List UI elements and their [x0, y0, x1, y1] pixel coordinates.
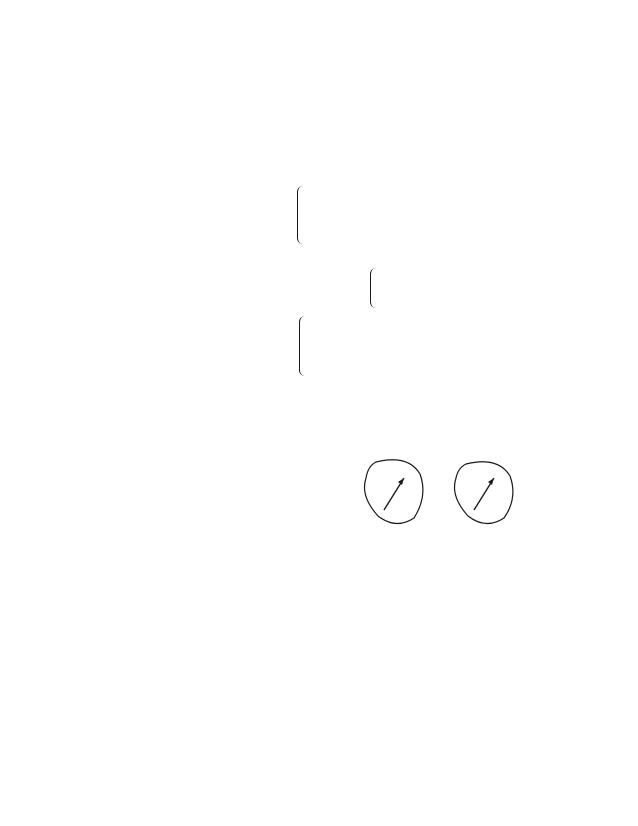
figure-drawing — [358, 456, 528, 528]
system-brace — [299, 316, 306, 376]
paragraph-line — [138, 96, 144, 111]
system-brace — [297, 186, 304, 244]
arrowhead-1 — [398, 478, 404, 485]
arrowhead-2 — [488, 478, 494, 485]
figure-2-8 — [358, 456, 528, 566]
paragraph-line — [138, 386, 216, 401]
system-brace — [370, 268, 377, 308]
body-outline-1 — [365, 460, 423, 524]
body-outline-2 — [455, 462, 513, 524]
